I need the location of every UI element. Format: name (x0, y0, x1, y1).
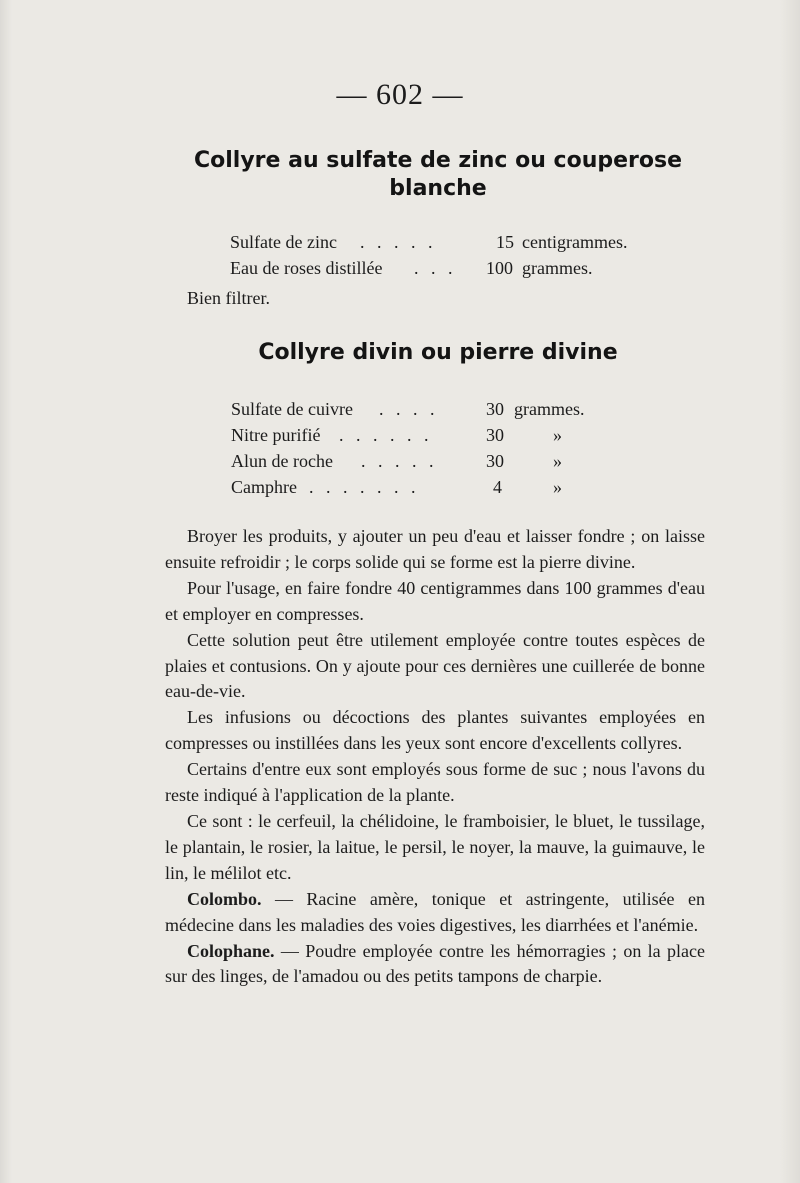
recipe-divine (231, 396, 681, 500)
paragraph (165, 628, 705, 706)
paragraph-lead: Colombo. (187, 888, 262, 909)
ingredient-quantity: 30 (486, 399, 504, 419)
paragraph-colombo (165, 887, 705, 939)
paragraph-text: Certains d'entre eux sont employés sous forme de suc ; nous l'avons du reste indiqué à l'application de la plante. (165, 759, 705, 806)
paragraph-colophane (165, 939, 705, 991)
page-number: — 602 — (336, 78, 464, 111)
ingredient-quantity: 100 (486, 258, 513, 278)
ingredient-row (231, 448, 681, 474)
ingredient-quantity: 30 (486, 451, 504, 471)
ingredient-name: Eau de roses distillée (230, 258, 383, 278)
ingredient-unit: grammes. (514, 399, 585, 419)
section1-title-line1: Collyre au sulfate de zinc ou couperose (193, 148, 683, 173)
leader-dots: . . . . . (360, 232, 437, 252)
paragraph-text: Broyer les produits, y ajouter un peu d'eau et laisser fondre ; on laisse ensuite refroidir ; le corps solide qui se forme est la pierre divine. (165, 526, 705, 572)
paragraph-text: Les infusions ou décoctions des plantes suivantes employées en compresses ou instillées dans les yeux sont encore d'excellents collyres. (165, 707, 705, 754)
ingredient-row (230, 229, 680, 255)
ingredient-unit: » (553, 477, 562, 497)
section1-title-line2: blanche (389, 176, 487, 201)
leader-dots: . . . . (379, 399, 439, 419)
ingredient-quantity: 30 (486, 425, 504, 445)
leader-dots: . . . (414, 258, 457, 278)
section2-title: Collyre divin ou pierre divine (258, 340, 618, 365)
ingredient-unit: grammes. (522, 258, 593, 278)
paragraph-text: — Poudre employée contre les hémorragies ; on la place sur des linges, de l'amadou ou des petits tampons de charpie. (165, 940, 705, 987)
ingredient-quantity: 15 (496, 232, 514, 252)
body-text (165, 524, 705, 990)
ingredient-row (231, 474, 681, 500)
paragraph (165, 524, 705, 576)
leader-dots: . . . . . . . (309, 477, 420, 497)
ingredient-name: Camphre (231, 477, 297, 497)
ingredient-name: Nitre purifié (231, 425, 321, 445)
leader-dots: . . . . . (361, 451, 438, 471)
recipe-zinc (230, 229, 680, 281)
ingredient-name: Alun de roche (231, 451, 333, 471)
paragraph-text: Ce sont : le cerfeuil, la chélidoine, le framboisier, le bluet, le tussilage, le plantain, le rosier, la laitue, le persil, le noyer, la mauve, la guimauve, le lin, le mélilot etc. (165, 810, 705, 883)
paragraph (165, 809, 705, 887)
ingredient-name: Sulfate de cuivre (231, 399, 353, 419)
paragraph-text: Cette solution peut être utilement employée contre toutes espèces de plaies et contusions. On y ajoute pour ces dernières une cuillerée de bonne eau-de-vie. (165, 629, 705, 702)
paragraph (165, 705, 705, 757)
ingredient-row (231, 422, 681, 448)
paragraph-lead: Colophane. (187, 940, 275, 961)
ingredient-row (231, 396, 681, 422)
paragraph-text: Pour l'usage, en faire fondre 40 centigrammes dans 100 grammes d'eau et employer en compresses. (165, 577, 705, 624)
leader-dots: . . . . . . (339, 425, 433, 445)
paragraph (165, 576, 705, 628)
paragraph (165, 757, 705, 809)
filter-note: Bien filtrer. (187, 288, 270, 308)
ingredient-quantity: 4 (493, 477, 502, 497)
paragraph-text: — Racine amère, tonique et astringente, utilisée en médecine dans les maladies des voies digestives, les diarrhées et l'anémie. (165, 888, 705, 935)
ingredient-unit: » (553, 451, 562, 471)
ingredient-row (230, 255, 680, 281)
ingredient-unit: » (553, 425, 562, 445)
ingredient-unit: centigrammes. (522, 232, 628, 252)
ingredient-name: Sulfate de zinc (230, 232, 337, 252)
